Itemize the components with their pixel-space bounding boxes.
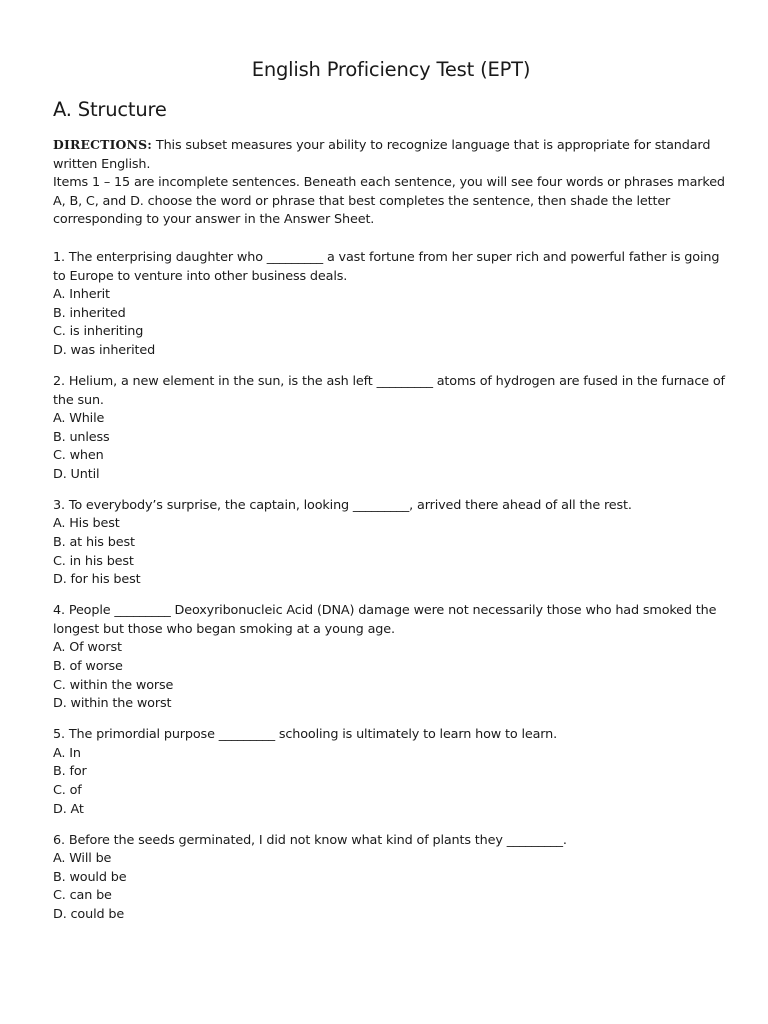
option-b: B. for (53, 764, 87, 780)
option-c: C. of (53, 782, 82, 798)
question-stem: 6. Before the seeds germinated, I did not know what kind of plants they _________. (53, 832, 567, 848)
directions-text: This subset measures your ability to recognize language that is appropriate for standard written English. (53, 138, 711, 172)
question-6 (53, 832, 733, 925)
question-stem: 3. To everybody’s surprise, the captain, looking _________, arrived there ahead of all the rest. (53, 497, 632, 513)
answer-options (53, 515, 733, 589)
answer-options (53, 410, 733, 484)
question-5 (53, 726, 733, 819)
option-d: D. was inherited (53, 342, 156, 358)
option-c: C. when (53, 448, 104, 464)
section-heading: A. Structure (53, 98, 167, 121)
option-c: C. is inheriting (53, 324, 144, 340)
option-a: A. Of worst (53, 640, 122, 656)
question-3 (53, 497, 733, 590)
document-body (53, 136, 733, 925)
answer-options (53, 745, 733, 819)
option-c: C. in his best (53, 553, 134, 569)
option-c: C. can be (53, 888, 112, 904)
question-stem: 4. People _________ Deoxyribonucleic Acid (DNA) damage were not necessarily those who had smoked the longest but those who began smoking at a young age. (53, 603, 717, 637)
document-title: English Proficiency Test (EPT) (251, 58, 531, 81)
option-d: D. could be (53, 906, 125, 922)
option-a: A. Will be (53, 851, 112, 867)
option-a: A. His best (53, 516, 120, 532)
option-a: A. While (53, 411, 105, 427)
option-a: A. In (53, 745, 81, 761)
question-stem: 5. The primordial purpose _________ schooling is ultimately to learn how to learn. (53, 727, 558, 743)
option-d: D. At (53, 801, 84, 817)
option-c: C. within the worse (53, 677, 174, 693)
directions-block (53, 136, 733, 230)
answer-options (53, 639, 733, 713)
question-stem: 1. The enterprising daughter who _________ a vast fortune from her super rich and powerful father is going to Europe to venture into other business deals. (53, 249, 720, 284)
question-2 (53, 373, 733, 485)
option-a: A. Inherit (53, 287, 110, 303)
option-d: D. for his best (53, 572, 141, 588)
directions-instructions: Items 1 – 15 are incomplete sentences. Beneath each sentence, you will see four words or phrases marked A, B, C, and D. choose the word or phrase that best completes the sentence, then shade the letter corresponding to your answer in the Answer Sheet. (53, 175, 725, 228)
option-d: D. within the worst (53, 696, 172, 712)
question-stem: 2. Helium, a new element in the sun, is the ash left _________ atoms of hydrogen are fused in the furnace of the sun. (53, 373, 725, 408)
directions-label: DIRECTIONS: (53, 137, 153, 152)
question-list (53, 249, 733, 925)
option-d: D. Until (53, 466, 100, 482)
answer-options (53, 286, 733, 360)
directions-paragraph (53, 136, 733, 174)
answer-options (53, 850, 733, 924)
option-b: B. of worse (53, 659, 123, 675)
option-b: B. at his best (53, 535, 135, 551)
option-b: B. unless (53, 429, 110, 445)
option-b: B. inherited (53, 305, 126, 321)
option-b: B. would be (53, 869, 127, 885)
question-1 (53, 249, 733, 361)
question-4 (53, 602, 733, 714)
